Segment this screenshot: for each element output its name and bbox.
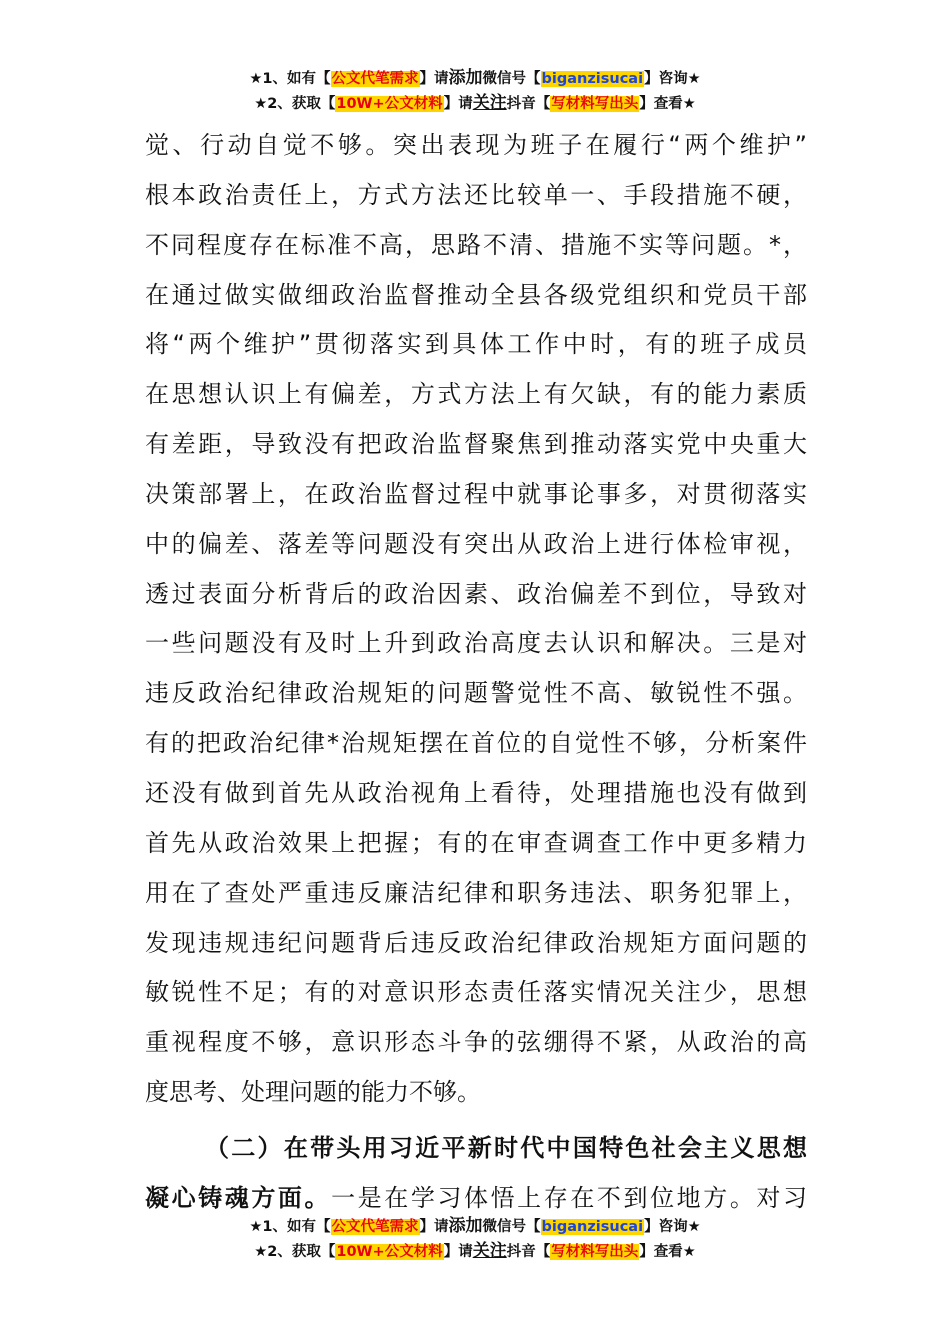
footer-banner <box>0 1214 950 1264</box>
body-line: 透过表面分析背后的政治因素、政治偏差不到位，导致对 <box>145 579 807 608</box>
banner-emphasis: 添加 <box>448 1216 483 1236</box>
body-line: 度思考、处理问题的能力不够。 <box>145 1078 481 1107</box>
banner-emphasis: 关注 <box>472 1241 507 1261</box>
body-line: 将“两个维护”贯彻落实到具体工作中时，有的班子成员 <box>145 330 807 359</box>
wechat-id-highlight: biganzisucai <box>541 71 644 87</box>
banner-highlight: 公文代笔需求 <box>331 1219 419 1235</box>
banner-text: 】请 <box>419 1219 449 1235</box>
wechat-id-highlight: biganzisucai <box>541 1219 644 1235</box>
body-line: 在通过做实做细政治监督推动全县各级党组织和党员干部 <box>145 280 807 309</box>
body-line: 违反政治纪律政治规矩的问题警觉性不高、敏锐性不强。 <box>145 679 807 708</box>
banner-highlight: 10W+公文材料 <box>336 1244 443 1260</box>
banner-text: ★2、获取【 <box>254 96 336 112</box>
banner-text: 】请 <box>443 1244 473 1260</box>
section-body-text: 一是在学习体悟上存在不到位地方。对习 <box>331 1183 808 1212</box>
banner-text: 抖音【 <box>506 1244 551 1260</box>
body-line: 不同程度存在标准不高，思路不清、措施不实等问题。*， <box>145 230 807 259</box>
body-line: 觉、行动自觉不够。突出表现为班子在履行“两个维护” <box>145 131 807 159</box>
section-heading-tail: 凝心铸魂方面。 <box>145 1183 332 1212</box>
header-banner <box>0 66 950 116</box>
banner-text: 】查看★ <box>639 1244 696 1260</box>
body-line: 重视程度不够，意识形态斗争的弦绷得不紧，从政治的高 <box>145 1028 807 1057</box>
banner-text: 微信号【 <box>482 71 541 87</box>
banner-highlight: 公文代笔需求 <box>331 71 419 87</box>
body-line: 还没有做到首先从政治视角上看待，处理措施也没有做到 <box>145 778 807 807</box>
body-line: 有差距，导致没有把政治监督聚焦到推动落实党中央重大 <box>145 430 807 459</box>
banner-emphasis: 关注 <box>472 93 507 113</box>
document-body <box>145 121 807 1224</box>
banner-text: ★1、如有【 <box>249 1219 331 1235</box>
banner-text: ★1、如有【 <box>249 71 331 87</box>
section-heading <box>145 1124 807 1174</box>
banner-line-1 <box>0 1214 950 1239</box>
banner-line-2 <box>0 1239 950 1264</box>
section-heading-text: （二）在带头用习近平新时代中国特色社会主义思想 <box>205 1133 807 1162</box>
banner-text: 微信号【 <box>482 1219 541 1235</box>
douyin-account-highlight: 写材料写出头 <box>551 1244 639 1260</box>
body-line: 决策部署上，在政治监督过程中就事论事多，对贯彻落实 <box>145 479 807 508</box>
banner-text: 抖音【 <box>506 96 551 112</box>
banner-text: ★2、获取【 <box>254 1244 336 1260</box>
banner-text: 】请 <box>443 96 473 112</box>
banner-line-1 <box>0 66 950 91</box>
body-line: 发现违规违纪问题背后违反政治纪律政治规矩方面问题的 <box>145 928 807 957</box>
body-line: 根本政治责任上，方式方法还比较单一、手段措施不硬， <box>145 180 807 209</box>
body-line: 在思想认识上有偏差，方式方法上有欠缺，有的能力素质 <box>145 380 807 409</box>
body-line: 一些问题没有及时上升到政治高度去认识和解决。三是对 <box>145 629 807 658</box>
body-line: 敏锐性不足；有的对意识形态责任落实情况关注少，思想 <box>145 978 807 1007</box>
douyin-account-highlight: 写材料写出头 <box>551 96 639 112</box>
banner-text: 】查看★ <box>639 96 696 112</box>
banner-text: 】咨询★ <box>644 71 701 87</box>
banner-emphasis: 添加 <box>448 68 483 88</box>
banner-highlight: 10W+公文材料 <box>336 96 443 112</box>
body-line: 有的把政治纪律*治规矩摆在首位的自觉性不够，分析案件 <box>145 729 807 758</box>
body-line: 首先从政治效果上把握；有的在审查调查工作中更多精力 <box>145 828 807 857</box>
banner-text: 】请 <box>419 71 449 87</box>
banner-line-2 <box>0 91 950 116</box>
body-line: 用在了查处严重违反廉洁纪律和职务违法、职务犯罪上， <box>145 878 807 907</box>
banner-text: 】咨询★ <box>644 1219 701 1235</box>
body-line: 中的偏差、落差等问题没有突出从政治上进行体检审视， <box>145 529 807 558</box>
